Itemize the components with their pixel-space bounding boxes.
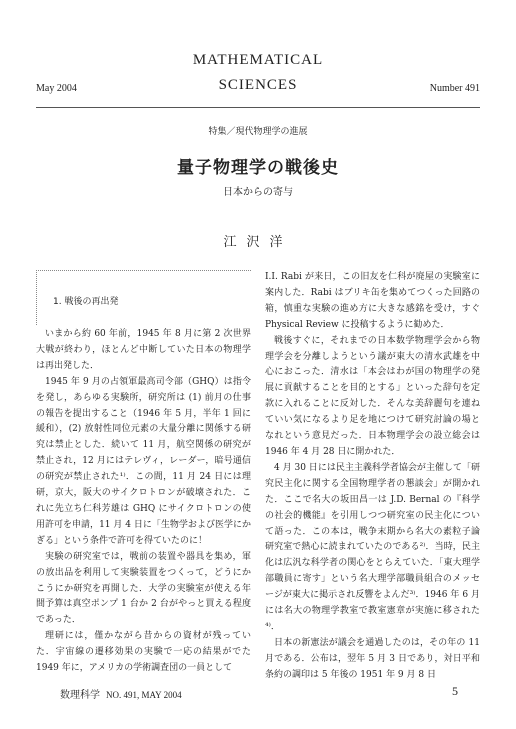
page-number: 5	[452, 684, 458, 698]
paragraph: 4 月 30 日には民主主義科学者協会が主催して「研究民主化に関する全国物理学者の懇談会」が開かれた．ここで名大の坂田昌一は J.D. Bernal の『科学の社会的機能』を引用しつつ研究室の民主化について語った．この本は，戦争末期から名大の素粒子論研究室で熱心に読まれていたのである²⁾．当時，民主化は広汎な科学者の関心をとらえていた．「東大理学部職員に寄す」という名大理学部職員組合のメッセージが東大に掲示され反響をよんだ³⁾．1946 年 6 月には名大の物理学教室で教室憲章が実施に移された⁴⁾．	[265, 462, 480, 632]
journal-title-line2: SCIENCES	[218, 77, 298, 93]
section-label: 特集／現代物理学の進展	[208, 127, 308, 137]
paragraph: 1945 年 9 月の占領軍最高司令部（GHQ）は指令を発し，あらゆる実験所，研究所は (1) 前月の仕事の報告を提出すること（1946 年 5 月，半年 1 回に緩和），(2) 放射性同位元素の大量分離に関係する研究は禁止とした．続いて 11 月，航空関係の研究が禁止され，12 月にはテレヴィ，レーダー，暗号通信の研究が禁止された¹⁾．この間，11 月 24 日には理研，京大，阪大のサイクロトロンが破壊された．これに先立ち仁科芳雄は GHQ にサイクロトロンの使用許可を申請，11 月 4 日に「生物学および医学にかぎる」という条件で許可を得ていたのに！	[36, 376, 251, 546]
paragraph: 戦後すぐに，それまでの日本数学物理学会から物理学会を分離しようという議が東大の清水武雄を中心におこった．清水は「本会はわが国の物理学の発展に貢献することを目的とする」といった辞句を定款に入れることに反対した．そんな美辞麗句を連ねていい気になるより足を地につけて研究討論の場となれという意見だった．日本物理学会の設立総会は 1946 年 4 月 28 日に開かれた．	[265, 335, 480, 457]
header-divider	[36, 107, 480, 108]
footer-journal	[60, 686, 182, 701]
section-heading: 1. 戦後の再出発	[53, 297, 119, 307]
paragraph: 日本の新憲法が議会を通過したのは，その年の 11 月である．公布は，翌年 5 月 3 日であり，対日平和条約の調印は 5 年後の 1951 年 9 月 8 日	[265, 637, 480, 680]
journal-title-line1: MATHEMATICAL	[192, 52, 324, 68]
footer-issue: NO. 491, MAY 2004	[106, 690, 182, 700]
article-subtitle: 日本からの寄与	[223, 187, 293, 198]
footer-journal-name: 数理科学	[60, 690, 100, 701]
issue-date: May 2004	[36, 83, 77, 94]
issue-number: Number 491	[429, 83, 480, 94]
section-heading-box	[36, 270, 251, 325]
author-name: 江沢洋	[223, 235, 293, 250]
left-column	[36, 270, 251, 677]
paragraph: 実験の研究室では，戦前の装置や器具を集め，軍の放出品を利用して実験装置をつくって，どうにかこうにか研究を再開した．大学の実験室が使える年間予算は真空ポンプ 1 台か 2 台がやっと買える程度であった．	[36, 551, 251, 626]
paragraph: 理研には，僅かながら昔からの資材が残っていた．宇宙線の遷移効果の実験で一応の結果がでた 1949 年に，アメリカの学術調査団の一員として	[36, 631, 251, 674]
right-column	[265, 270, 480, 684]
paragraph: いまから約 60 年前，1945 年 8 月に第 2 次世界大戦が終わり，ほとんど中断していた日本の物理学は再出発した．	[36, 329, 251, 371]
paragraph: I.I. Rabi が来日，この旧友を仁科が廃屋の実験室に案内した．Rabi はブリキ缶を集めてつくった回路の箱，慎重な実験の進め方に大きな感銘を受け，すぐ Physical Review に投稿するように勧めた．	[265, 272, 480, 330]
article-title: 量子物理学の戦後史	[177, 158, 339, 178]
